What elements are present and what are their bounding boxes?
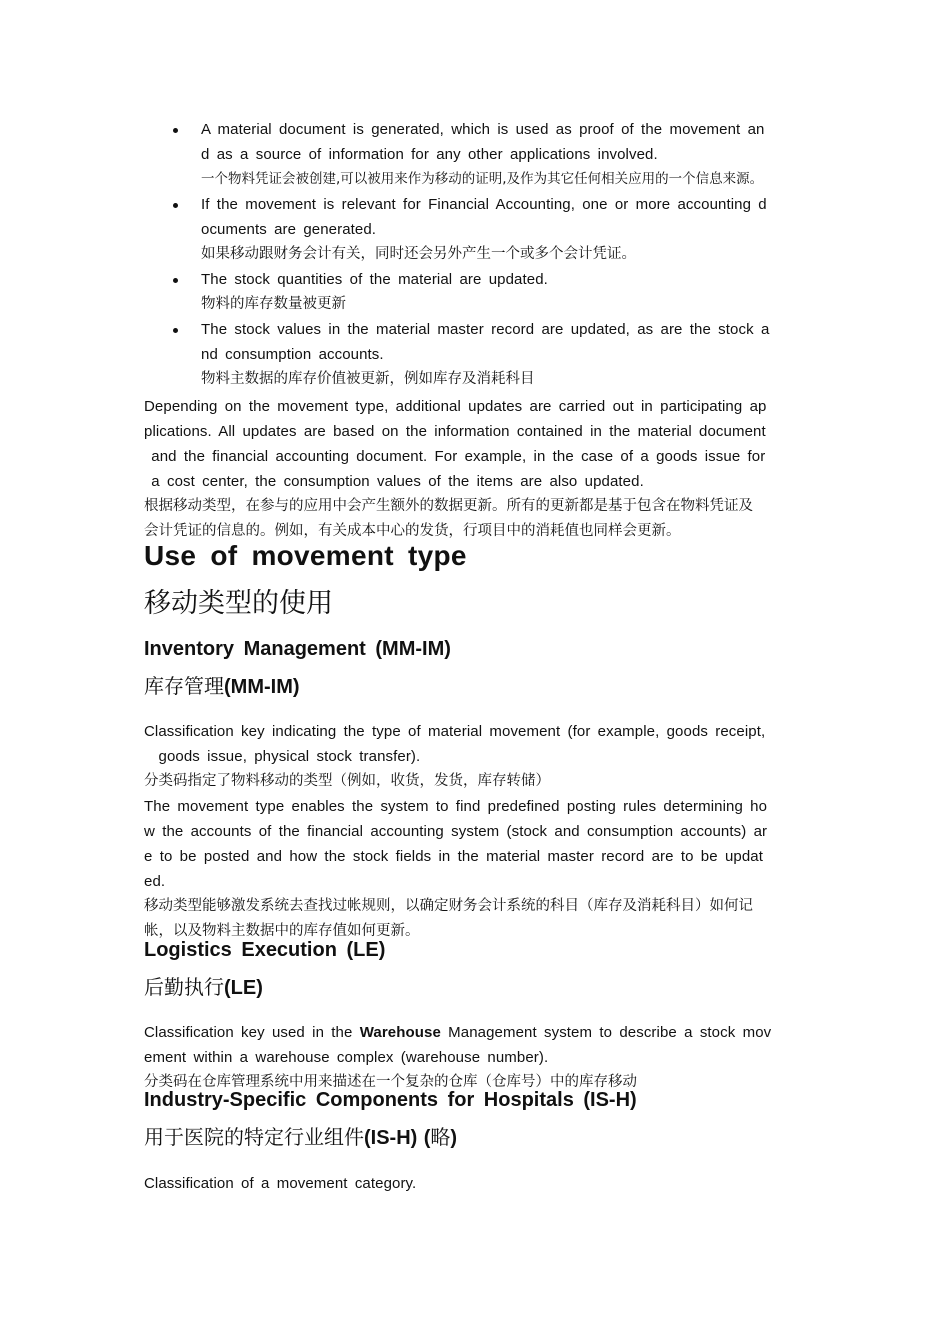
le-heading-cn-text: 后勤执行 xyxy=(144,975,224,999)
bullet-dot-icon xyxy=(173,278,178,283)
bullet-item xyxy=(144,267,804,317)
section-title-cn: 移动类型的使用 xyxy=(144,588,333,619)
bullet-item xyxy=(144,192,804,267)
im-heading-cn-text: 库存管理 xyxy=(144,674,224,698)
bullet-cn-text: 物料的库存数量被更新 xyxy=(201,296,346,312)
im-heading-cn-code: (MM-IM) xyxy=(224,676,300,698)
intro-paragraph xyxy=(144,394,806,544)
im-heading-en: Inventory Management (MM-IM) xyxy=(144,638,451,660)
bullet-dot-icon xyxy=(173,328,178,333)
ish-heading-cn-paren-close: ) xyxy=(450,1127,458,1149)
para-en-line: goods issue, physical stock transfer). xyxy=(144,748,421,765)
ish-heading-en: Industry-Specific Components for Hospitals (IS-H) xyxy=(144,1089,637,1111)
bullet-item xyxy=(144,117,804,192)
para-en-line: ement within a warehouse complex (warehouse number). xyxy=(144,1049,549,1066)
bullet-item xyxy=(144,317,804,392)
im-paragraph-1 xyxy=(144,719,806,794)
para-cn-line: 帐，以及物料主数据中的库存值如何更新。 xyxy=(144,923,420,939)
bullet-en-line: A material document is generated, which is used as proof of the movement an xyxy=(201,121,765,138)
ish-paragraph xyxy=(144,1171,806,1196)
bullet-en-line: d as a source of information for any other applications involved. xyxy=(201,146,658,163)
section-title-en: Use of movement type xyxy=(144,540,467,571)
ish-heading-cn-skip: 略 xyxy=(430,1125,451,1149)
para-en-line: and the financial accounting document. For example, in the case of a goods issue for xyxy=(144,448,766,465)
para-en-line: Classification of a movement category. xyxy=(144,1175,417,1192)
para-cn-line: 根据移动类型，在参与的应用中会产生额外的数据更新。所有的更新都是基于包含在物料凭证及 xyxy=(144,498,753,514)
im-heading-cn xyxy=(144,671,806,702)
para-en-line: Depending on the movement type, additional updates are carried out in participating ap xyxy=(144,398,767,415)
bullet-en-line: nd consumption accounts. xyxy=(201,346,384,363)
bullet-en-line: ocuments are generated. xyxy=(201,221,377,238)
le-text-bold: Warehouse xyxy=(359,1024,441,1041)
ish-heading-cn-code: (IS-H) xyxy=(364,1127,418,1149)
para-cn-line: 分类码在仓库管理系统中用来描述在一个复杂的仓库（仓库号）中的库存移动 xyxy=(144,1074,637,1090)
bullet-list xyxy=(144,117,804,392)
le-text-pre: Classification key used in the xyxy=(144,1024,360,1041)
ish-heading-cn xyxy=(144,1122,806,1153)
le-heading-en: Logistics Execution (LE) xyxy=(144,939,386,961)
para-en-line: The movement type enables the system to find predefined posting rules determining ho xyxy=(144,798,768,815)
bullet-cn-text: 物料主数据的库存价值被更新，例如库存及消耗科目 xyxy=(201,371,535,387)
para-cn-line: 分类码指定了物料移动的类型（例如，收货，发货，库存转储） xyxy=(144,773,550,789)
para-cn-line: 移动类型能够激发系统去查找过帐规则，以确定财务会计系统的科目（库存及消耗科目）如何记 xyxy=(144,898,753,914)
para-cn-line: 会计凭证的信息的。例如，有关成本中心的发货，行项目中的消耗值也同样会更新。 xyxy=(144,523,681,539)
le-heading-cn-code: (LE) xyxy=(224,977,263,999)
im-paragraph-2 xyxy=(144,794,806,944)
para-en-line: ed. xyxy=(144,873,166,890)
bullet-en-line: If the movement is relevant for Financial Accounting, one or more accounting d xyxy=(201,196,767,213)
bullet-dot-icon xyxy=(173,128,178,133)
para-en-line: plications. All updates are based on the information contained in the material document xyxy=(144,423,766,440)
le-text-post: Management system to describe a stock mov xyxy=(440,1024,772,1041)
le-heading-cn xyxy=(144,972,806,1003)
bullet-en-line: The stock quantities of the material are updated. xyxy=(201,271,548,288)
le-paragraph xyxy=(144,1020,806,1095)
bullet-cn-text: 一个物料凭证会被创建,可以被用来作为移动的证明,及作为其它任何相关应用的一个信息来源。 xyxy=(201,171,764,187)
para-en-line: w the accounts of the financial accounting system (stock and consumption accounts) ar xyxy=(144,823,768,840)
para-en-line xyxy=(144,1020,806,1045)
ish-heading-cn-paren-open: ( xyxy=(423,1127,431,1149)
bullet-en-line: The stock values in the material master record are updated, as are the stock a xyxy=(201,321,770,338)
para-en-line: Classification key indicating the type of material movement (for example, goods receipt, xyxy=(144,723,766,740)
ish-heading-cn-text: 用于医院的特定行业组件 xyxy=(144,1125,364,1149)
para-en-line: a cost center, the consumption values of the items are also updated. xyxy=(144,473,644,490)
para-en-line: e to be posted and how the stock fields in the material master record are to be updat xyxy=(144,848,763,865)
bullet-cn-text: 如果移动跟财务会计有关，同时还会另外产生一个或多个会计凭证。 xyxy=(201,246,636,262)
bullet-dot-icon xyxy=(173,203,178,208)
